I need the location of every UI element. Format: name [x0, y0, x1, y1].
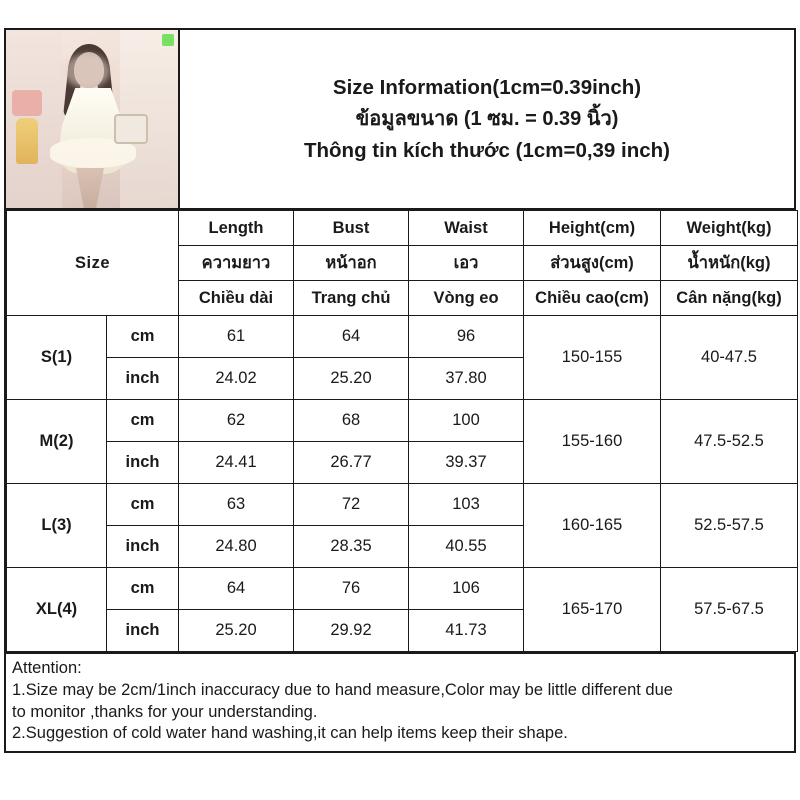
row-size-label-l: L(3) — [7, 484, 107, 568]
column-header-waist-th: เอว — [409, 246, 524, 281]
column-header-length-en: Length — [179, 211, 294, 246]
cell-length-cm-m: 62 — [179, 400, 294, 442]
cell-waist-cm-xl: 106 — [409, 568, 524, 610]
title-line-th: ข้อมูลขนาด (1 ซม. = 0.39 นิ้ว) — [355, 107, 619, 130]
title-line-vi: Thông tin kích thước (1cm=0,39 inch) — [303, 138, 671, 162]
column-header-length-vi: Chiều dài — [179, 281, 294, 316]
unit-cell-cm: cm — [107, 400, 179, 442]
chart-title-block — [180, 30, 794, 208]
unit-cell-cm: cm — [107, 484, 179, 526]
unit-cell-inch: inch — [107, 442, 179, 484]
column-header-weight-th: น้ำหนัก(kg) — [661, 246, 798, 281]
column-header-height-en: Height(cm) — [524, 211, 661, 246]
cell-bust-inch-l: 28.35 — [294, 526, 409, 568]
unit-cell-inch: inch — [107, 358, 179, 400]
column-header-weight-en: Weight(kg) — [661, 211, 798, 246]
cell-length-inch-m: 24.41 — [179, 442, 294, 484]
cell-length-inch-l: 24.80 — [179, 526, 294, 568]
cell-waist-inch-s: 37.80 — [409, 358, 524, 400]
cell-waist-inch-m: 39.37 — [409, 442, 524, 484]
cell-length-cm-xl: 64 — [179, 568, 294, 610]
cell-height-s: 150-155 — [524, 316, 661, 400]
photo-object-left — [12, 90, 42, 116]
column-header-waist-vi: Vòng eo — [409, 281, 524, 316]
table-row — [7, 484, 798, 526]
cell-bust-cm-m: 68 — [294, 400, 409, 442]
column-header-height-vi: Chiều cao(cm) — [524, 281, 661, 316]
photo-face-blur — [64, 54, 110, 88]
column-header-waist-en: Waist — [409, 211, 524, 246]
cell-bust-inch-m: 26.77 — [294, 442, 409, 484]
cell-length-cm-l: 63 — [179, 484, 294, 526]
cell-height-l: 160-165 — [524, 484, 661, 568]
row-size-label-s: S(1) — [7, 316, 107, 400]
attention-line-1: 1.Size may be 2cm/1inch inaccuracy due to hand measure,Color may be little different due — [12, 680, 673, 699]
chart-header — [6, 30, 794, 210]
cell-waist-cm-s: 96 — [409, 316, 524, 358]
table-row — [7, 400, 798, 442]
cell-bust-cm-s: 64 — [294, 316, 409, 358]
unit-cell-inch: inch — [107, 526, 179, 568]
attention-block — [6, 652, 794, 751]
row-size-label-xl: XL(4) — [7, 568, 107, 652]
unit-cell-cm: cm — [107, 316, 179, 358]
cell-waist-cm-l: 103 — [409, 484, 524, 526]
cell-bust-cm-l: 72 — [294, 484, 409, 526]
column-header-height-th: ส่วนสูง(cm) — [524, 246, 661, 281]
cell-length-inch-s: 24.02 — [179, 358, 294, 400]
size-table — [6, 210, 798, 652]
cell-weight-s: 40-47.5 — [661, 316, 798, 400]
column-header-bust-th: หน้าอก — [294, 246, 409, 281]
cell-bust-inch-xl: 29.92 — [294, 610, 409, 652]
cell-bust-inch-s: 25.20 — [294, 358, 409, 400]
photo-lamp — [16, 118, 38, 164]
cell-weight-l: 52.5-57.5 — [661, 484, 798, 568]
attention-line-3: 2.Suggestion of cold water hand washing,it can help items keep their shape. — [12, 724, 568, 743]
cell-waist-inch-xl: 41.73 — [409, 610, 524, 652]
cell-height-m: 155-160 — [524, 400, 661, 484]
cell-waist-inch-l: 40.55 — [409, 526, 524, 568]
cell-bust-cm-xl: 76 — [294, 568, 409, 610]
photo-handbag — [114, 114, 148, 144]
size-chart-frame — [4, 28, 796, 753]
cell-length-inch-xl: 25.20 — [179, 610, 294, 652]
cell-waist-cm-m: 100 — [409, 400, 524, 442]
table-row — [7, 316, 798, 358]
cell-weight-m: 47.5-52.5 — [661, 400, 798, 484]
unit-cell-inch: inch — [107, 610, 179, 652]
unit-cell-cm: cm — [107, 568, 179, 610]
column-header-bust-en: Bust — [294, 211, 409, 246]
table-header-row-en — [7, 211, 798, 246]
attention-line-2: to monitor ,thanks for your understanding. — [12, 702, 318, 721]
column-header-length-th: ความยาว — [179, 246, 294, 281]
cell-weight-xl: 57.5-67.5 — [661, 568, 798, 652]
product-photo — [6, 30, 180, 208]
column-header-bust-vi: Trang chủ — [294, 281, 409, 316]
row-size-label-m: M(2) — [7, 400, 107, 484]
photo-corner-badge-icon — [162, 34, 174, 46]
column-header-weight-vi: Cân nặng(kg) — [661, 281, 798, 316]
title-line-en: Size Information(1cm=0.39inch) — [332, 75, 642, 99]
size-word-cell: Size — [7, 211, 179, 316]
table-row — [7, 568, 798, 610]
cell-length-cm-s: 61 — [179, 316, 294, 358]
attention-heading: Attention: — [12, 659, 82, 677]
cell-height-xl: 165-170 — [524, 568, 661, 652]
